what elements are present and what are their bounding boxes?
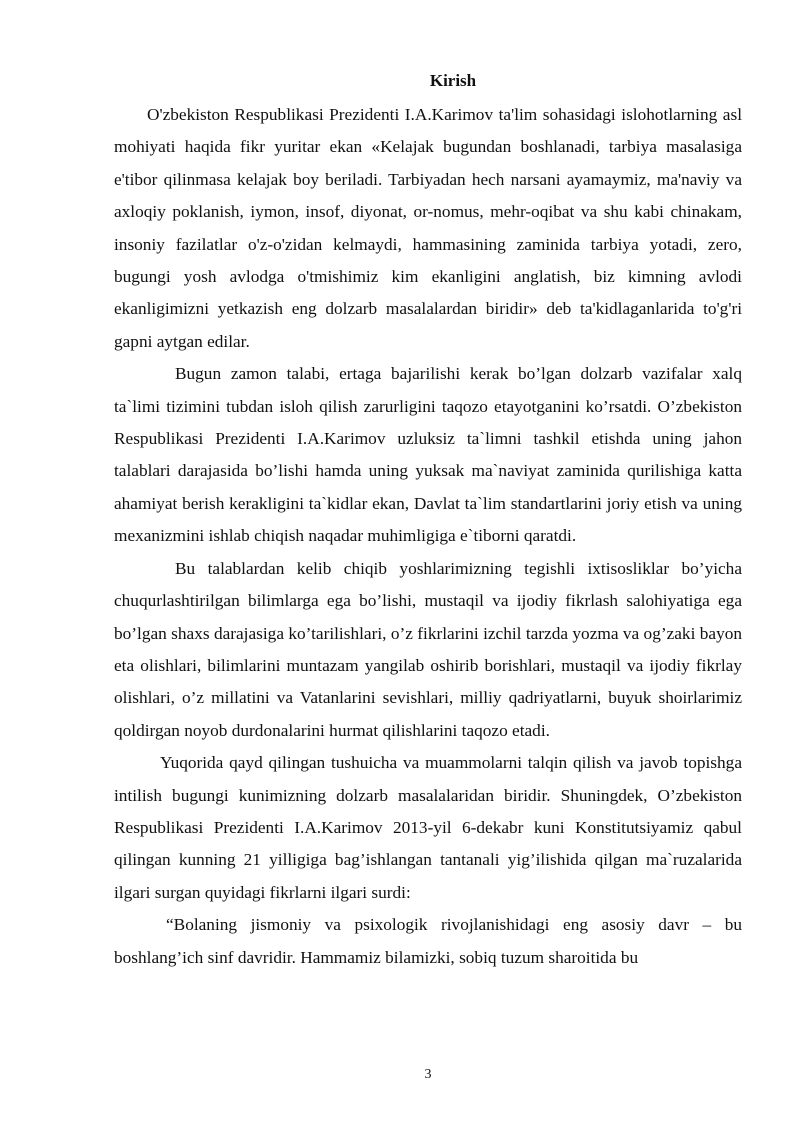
paragraph-3: Bu talablardan kelib chiqib yoshlarimizning tegishli ixtisosliklar bo’yicha chuqurlashtirilgan bilimlarga ega bo’lishi, mustaqil va ijodiy fikrlash salohiyatiga ega bo’lgan shaxs darajasiga ko’tarilishlari, o’z fikrlarini izchil tarzda yozma va og’zaki bayon eta olishlari, bilimlarini muntazam yangilab oshirib borishlari, mustaqil va ijodiy fikrlay olishlari, o’z millatini va Vatanlarini sevishlari, milliy qadriyatlarni, buyuk shoirlarimiz qoldirgan noyob durdonalarini hurmat qilishlarini taqozo etadi. (114, 558, 742, 740)
body-text (114, 99, 742, 974)
paragraph-2: Bugun zamon talabi, ertaga bajarilishi kerak bo’lgan dolzarb vazifalar xalq ta`limi tizimini tubdan isloh qilish zarurligini taqozo etayotganini ko’rsatdi. O’zbekiston Respublikasi Prezidenti I.A.Karimov uzluksiz ta`limni tashkil etishda uning jahon talablari darajasida bo’lishi hamda uning yuksak ma`naviyat zaminida qurilishiga katta ahamiyat berish kerakligini ta`kidlar ekan, Davlat ta`lim standartlarini joriy etish va uning mexanizmini ishlab chiqish naqadar muhimligiga e`tiborni qaratdi. (114, 364, 742, 546)
paragraph-4: Yuqorida qayd qilingan tushuicha va muammolarni talqin qilish va javob topishga intilish bugungi kunimizning dolzarb masalalaridan biridir. Shuningdek, O’zbekiston Respublikasi Prezidenti I.A.Karimov 2013-yil 6-dekabr kuni Konstitutsiyamiz qabul qilingan kunning 21 yilligiga bag’ishlangan tantanali yig’ilishida qilgan ma`ruzalarida ilgari surgan quyidagi fikrlarni ilgari surdi: (114, 753, 742, 902)
paragraph-1: O'zbekiston Respublikasi Prezidenti I.A.Karimov ta'lim sohasidagi islohotlarning asl mohiyati haqida fikr yuritar ekan «Kelajak bugundan boshlanadi, tarbiya masalasiga e'tibor qilinmasa kelajak boy beriladi. Tarbiyadan hech narsani ayamaymiz, ma'naviy va axloqiy poklanish, iymon, insof, diyonat, or-nomus, mehr-oqibat va shu kabi chinakam, insoniy fazilatlar o'z-o'zidan kelmaydi, hammasining zaminida tarbiya yotadi, zero, bugungi yosh avlodga o'tmishimiz kim ekanligini anglatish, biz kimning avlodi ekanligimizni yetkazish eng dolzarb masalalardan biridir» deb ta'kidlaganlarida to'g'ri gapni aytgan edilar. (114, 105, 742, 351)
section-title: Kirish (429, 71, 477, 90)
paragraph-5-quote: “Bolaning jismoniy va psixologik rivojlanishidagi eng asosiy davr – bu boshlang’ich sinf davridir. Hammamiz bilamizki, sobiq tuzum sharoitida bu (114, 915, 742, 967)
page-number: 3 (424, 1067, 432, 1082)
